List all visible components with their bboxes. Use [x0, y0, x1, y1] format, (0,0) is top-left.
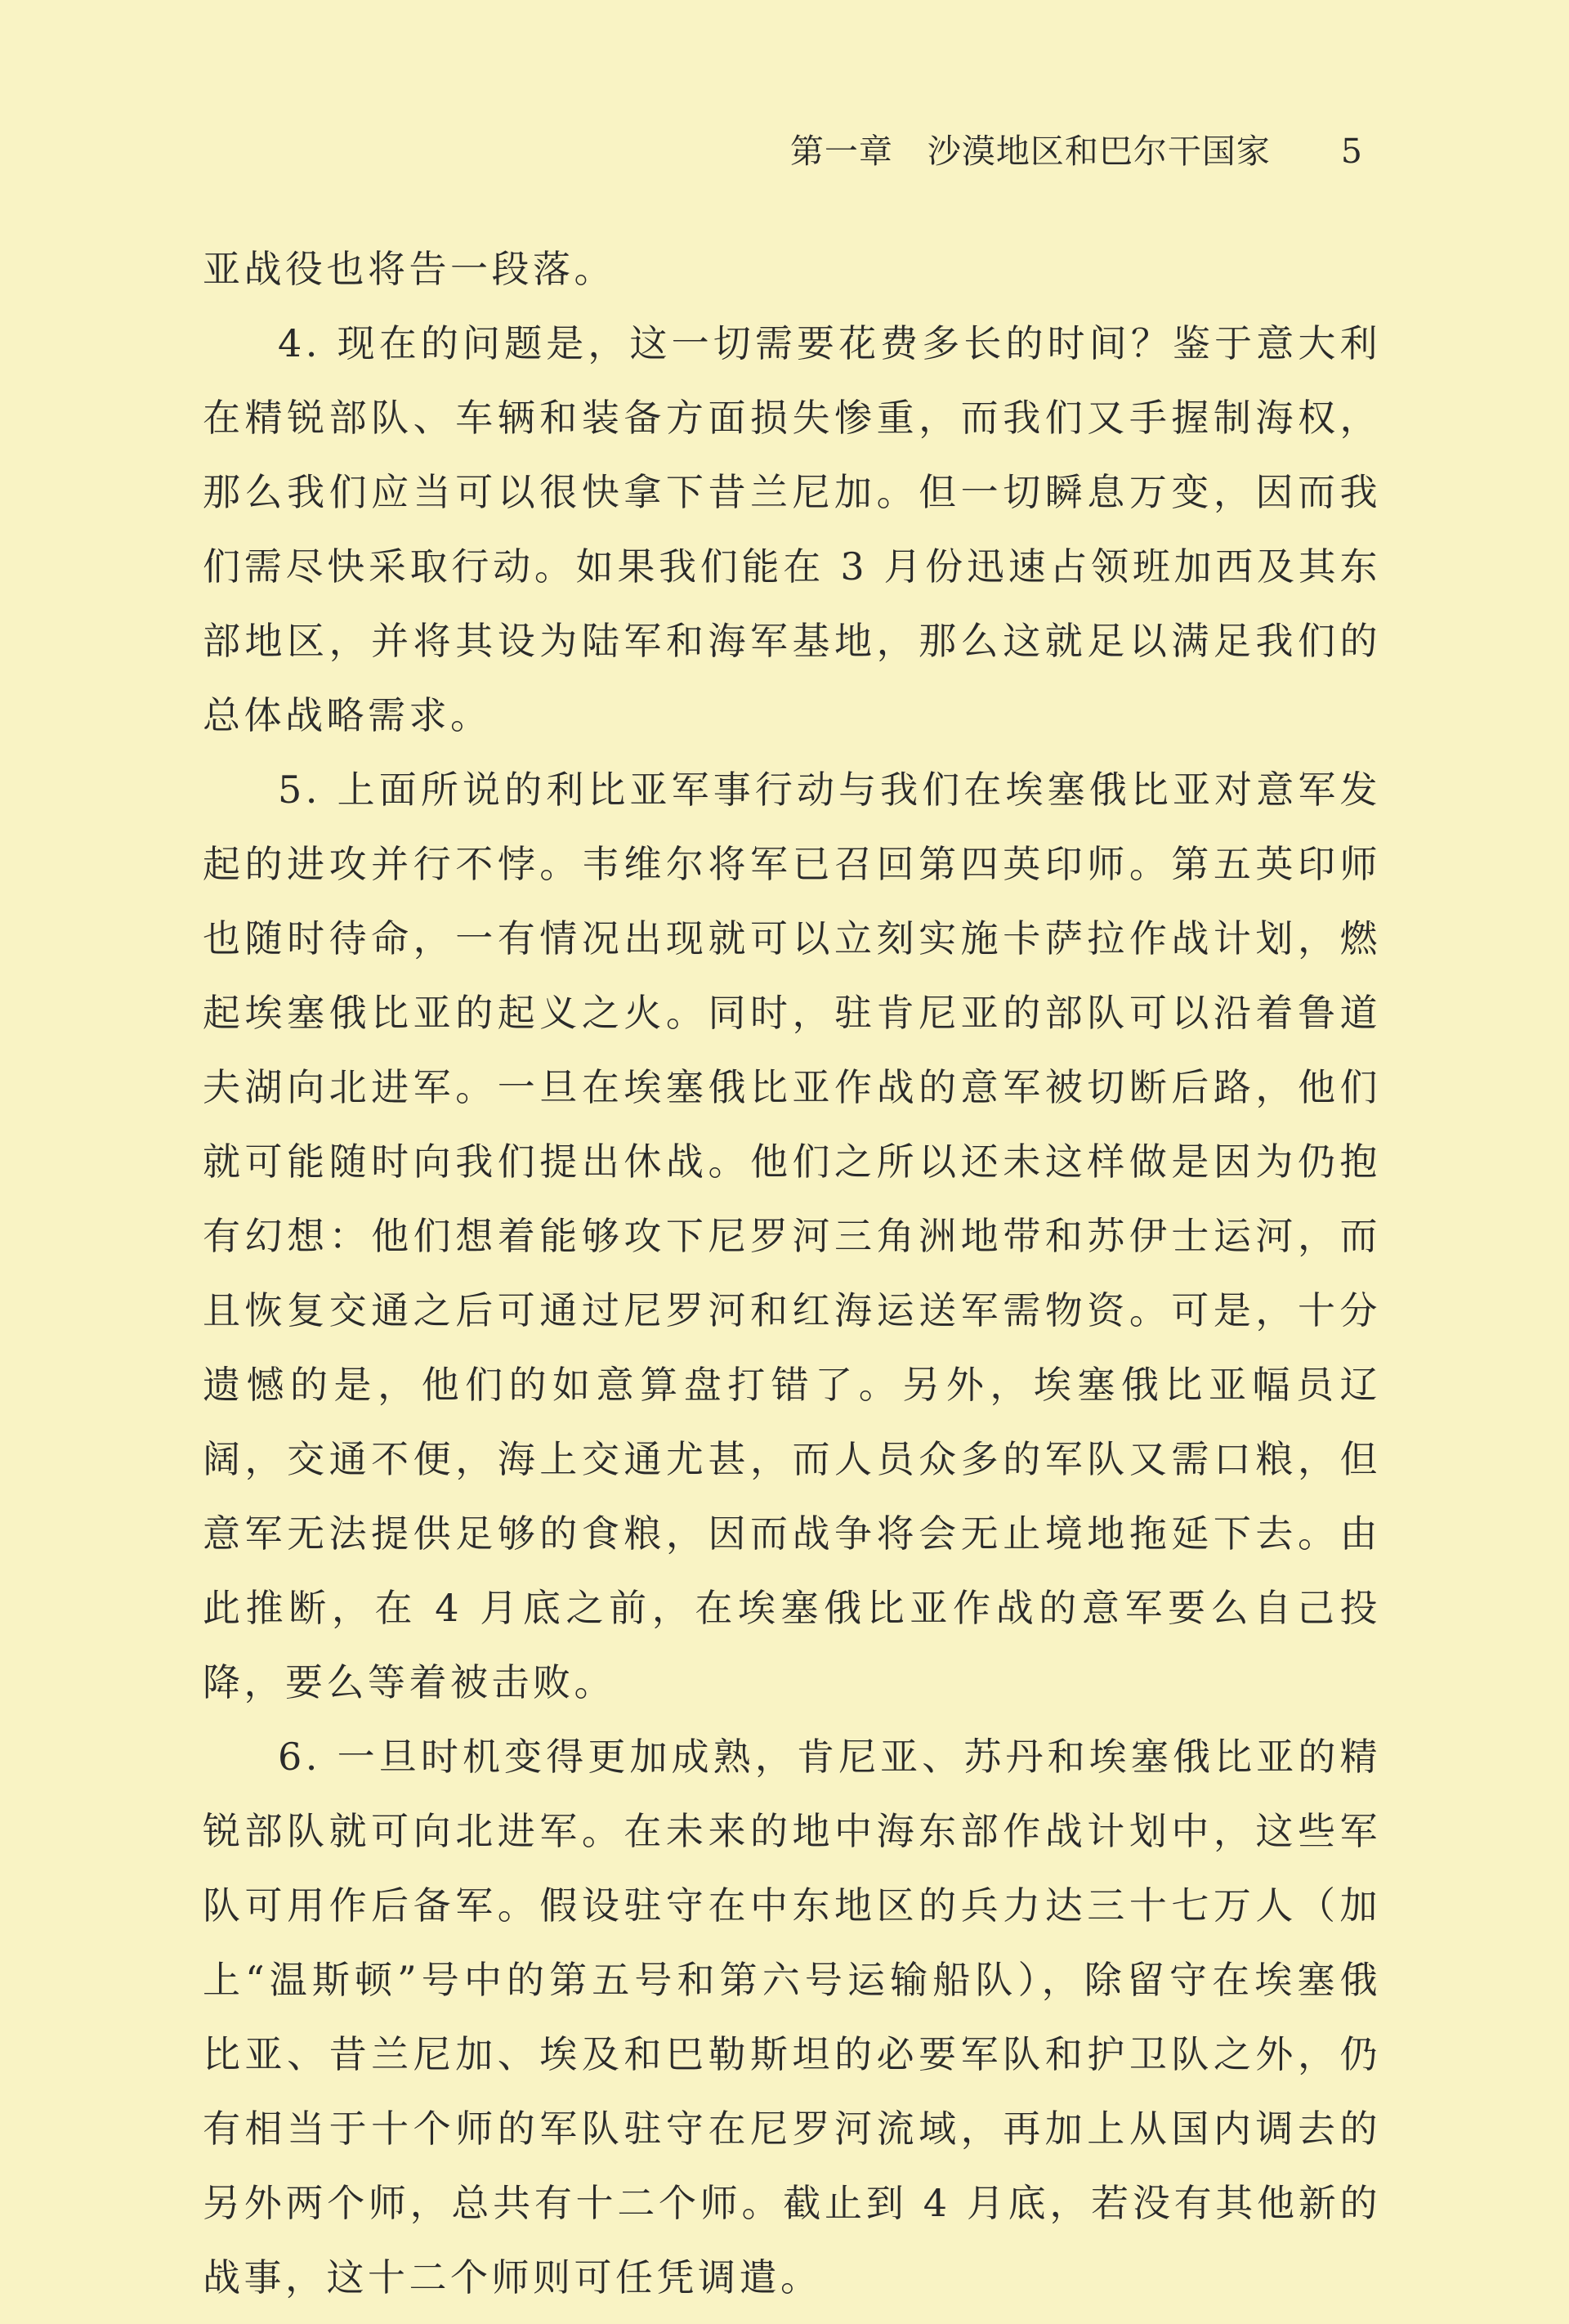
paragraph-5: 5. 上面所说的利比亚军事行动与我们在埃塞俄比亚对意军发起的进攻并行不悖。韦维尔将军已召回第四英印师。第五英印师也随时待命，一有情况出现就可以立刻实施卡萨拉作战计划，燃起埃塞俄比亚的起义之火。同时，驻肯尼亚的部队可以沿着鲁道夫湖向北进军。一旦在埃塞俄比亚作战的意军被切断后路，他们就可能随时向我们提出休战。他们之所以还未这样做是因为仍抱有幻想：他们想着能够攻下尼罗河三角洲地带和苏伊士运河，而且恢复交通之后可通过尼罗河和红海运送军需物资。可是，十分遗憾的是，他们的如意算盘打错了。另外，埃塞俄比亚幅员辽阔，交通不便，海上交通尤甚，而人员众多的军队又需口粮，但意军无法提供足够的食粮，因而战争将会无止境地拖延下去。由此推断，在 4 月底之前，在埃塞俄比亚作战的意军要么自己投降，要么等着被击败。 — [203, 768, 1381, 1704]
paragraph-6: 6. 一旦时机变得更加成熟，肯尼亚、苏丹和埃塞俄比亚的精锐部队就可向北进军。在未来的地中海东部作战计划中，这些军队可用作后备军。假设驻守在中东地区的兵力达三十七万人（加上“温斯顿”号中的第五号和第六号运输船队），除留守在埃塞俄比亚、昔兰尼加、埃及和巴勒斯坦的必要军队和护卫队之外，仍有相当于十个师的军队驻守在尼罗河流域，再加上从国内调去的另外两个师，总共有十二个师。截止到 4 月底，若没有其他新的战事，这十二个师则可任凭调遣。 — [203, 1735, 1381, 2299]
body-text — [203, 232, 1381, 2315]
chapter-title: 第一章 沙漠地区和巴尔干国家 — [789, 132, 1271, 171]
page-number: 5 — [1340, 132, 1363, 171]
paragraph-4: 4. 现在的问题是，这一切需要花费多长的时间？鉴于意大利在精锐部队、车辆和装备方面损失惨重，而我们又手握制海权，那么我们应当可以很快拿下昔兰尼加。但一切瞬息万变，因而我们需尽快采取行动。如果我们能在 3 月份迅速占领班加西及其东部地区，并将其设为陆军和海军基地，那么这就足以满足我们的总体战略需求。 — [203, 321, 1381, 737]
paragraph-continuation: 亚战役也将告一段落。 — [203, 247, 615, 291]
running-head — [790, 131, 1363, 172]
